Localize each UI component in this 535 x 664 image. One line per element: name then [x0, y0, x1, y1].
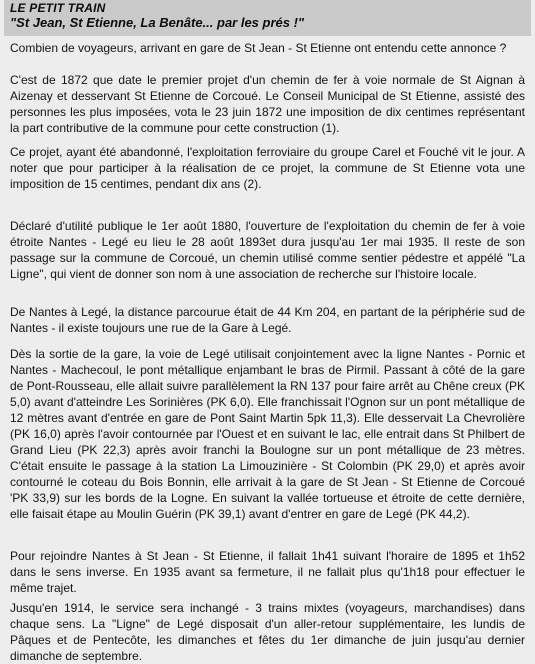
paragraph-intro-question: Combien de voyageurs, arrivant en gare de St Jean - St Etienne ont entendu cette annonce ? [10, 41, 507, 55]
paragraph-first-project: C'est de 1872 que date le premier projet d'un chemin de fer à voie normale de St Aignan à Aizenay et desservant St Etienne de Corcoué. Le Conseil Municipal de St Etienne, assisté des personnes les plus imposées, vota le 23 juin 1872 une imposition de dix centimes représentant la part contributive de la commune pour cette construction (1). [10, 73, 525, 135]
header-banner [4, 0, 531, 36]
paragraph-project-abandoned: Ce projet, ayant été abandonné, l'exploitation ferroviaire du groupe Carel et Fouché vit le jour. A noter que pour participer à la réalisation de ce projet, la commune de St Etienne vota une imposition de 15 centimes, pendant dix ans (2). [10, 145, 525, 191]
header-title: LE PETIT TRAIN [10, 1, 106, 15]
header-subtitle: "St Jean, St Etienne, La Benâte... par les prés !" [10, 15, 305, 30]
paragraph-distance: De Nantes à Legé, la distance parcourue était de 44 Km 204, en partant de la périphérie sud de Nantes - il existe toujours une rue de la Gare à Legé. [10, 305, 525, 335]
paragraph-travel-time: Pour rejoindre Nantes à St Jean - St Etienne, il fallait 1h41 suivant l'horaire de 1895 et 1h52 dans le sens inverse. En 1935 avant sa fermeture, il ne fallait plus qu'1h18 pour effectuer le même trajet. [10, 549, 525, 595]
paragraph-route: Dès la sortie de la gare, la voie de Legé utilisait conjointement avec la ligne Nantes - Pornic et Nantes - Machecoul, le pont métallique enjambant le bras de Pirmil. Passant à côté de la gare de Pont-Rousseau, elle allait suivre parallèlement la RN 137 pour faire arrêt au Chêne creux (PK 5,0) avant d'atteindre Les Sorinières (PK 6,0). Elle franchissait l'Ognon sur un pont métallique de 12 mètres avant d'entrée en gare de Pont Saint Martin 5pk 11,3). Elle desservait La Chevrolière (PK 16,0) après l'avoir contournée par l'Ouest et en suivant le lac, elle entrait dans St Philbert de Grand Lieu (PK 22,3) après avoir franchi la Boulogne sur un pont métallique de 23 mètres. C'était ensuite le passage à la station La Limouzinière - St Colombin (PK 29,0) et après avoir contourné le coteau du Bois Bonnin, elle arrivait à la gare de St Jean - St Etienne de Corcoué 'PK 33,9) sur les bords de la Logne. En suivant la vallée tortueuse et étroite de cette dernière, elle faisait étape au Moulin Guérin (PK 39,1) avant d'entrer en gare de Legé (PK 44,2). [10, 347, 525, 521]
paragraph-service: Jusqu'en 1914, le service sera inchangé - 3 trains mixtes (voyageurs, marchandises) dans chaque sens. La "Ligne" de Legé disposait d'un aller-retour supplémentaire, les lundis de Pâques et de Pentecôte, les dimanches et fêtes du 1er dimanche de juin jusqu'au dernier dimanche de septembre. [10, 601, 525, 663]
paragraph-public-utility: Déclaré d'utilité publique le 1er août 1880, l'ouverture de l'exploitation du chemin de fer à voie étroite Nantes - Legé eu lieu le 28 août 1893et dura jusqu'au 1er mai 1935. Il reste de son passage sur la commune de Corcoué, un chemin utilisé comme sentier pédestre et appélé "La Ligne", qui vient de donner son nom à une association de recherche sur l'histoire locale. [10, 219, 525, 281]
